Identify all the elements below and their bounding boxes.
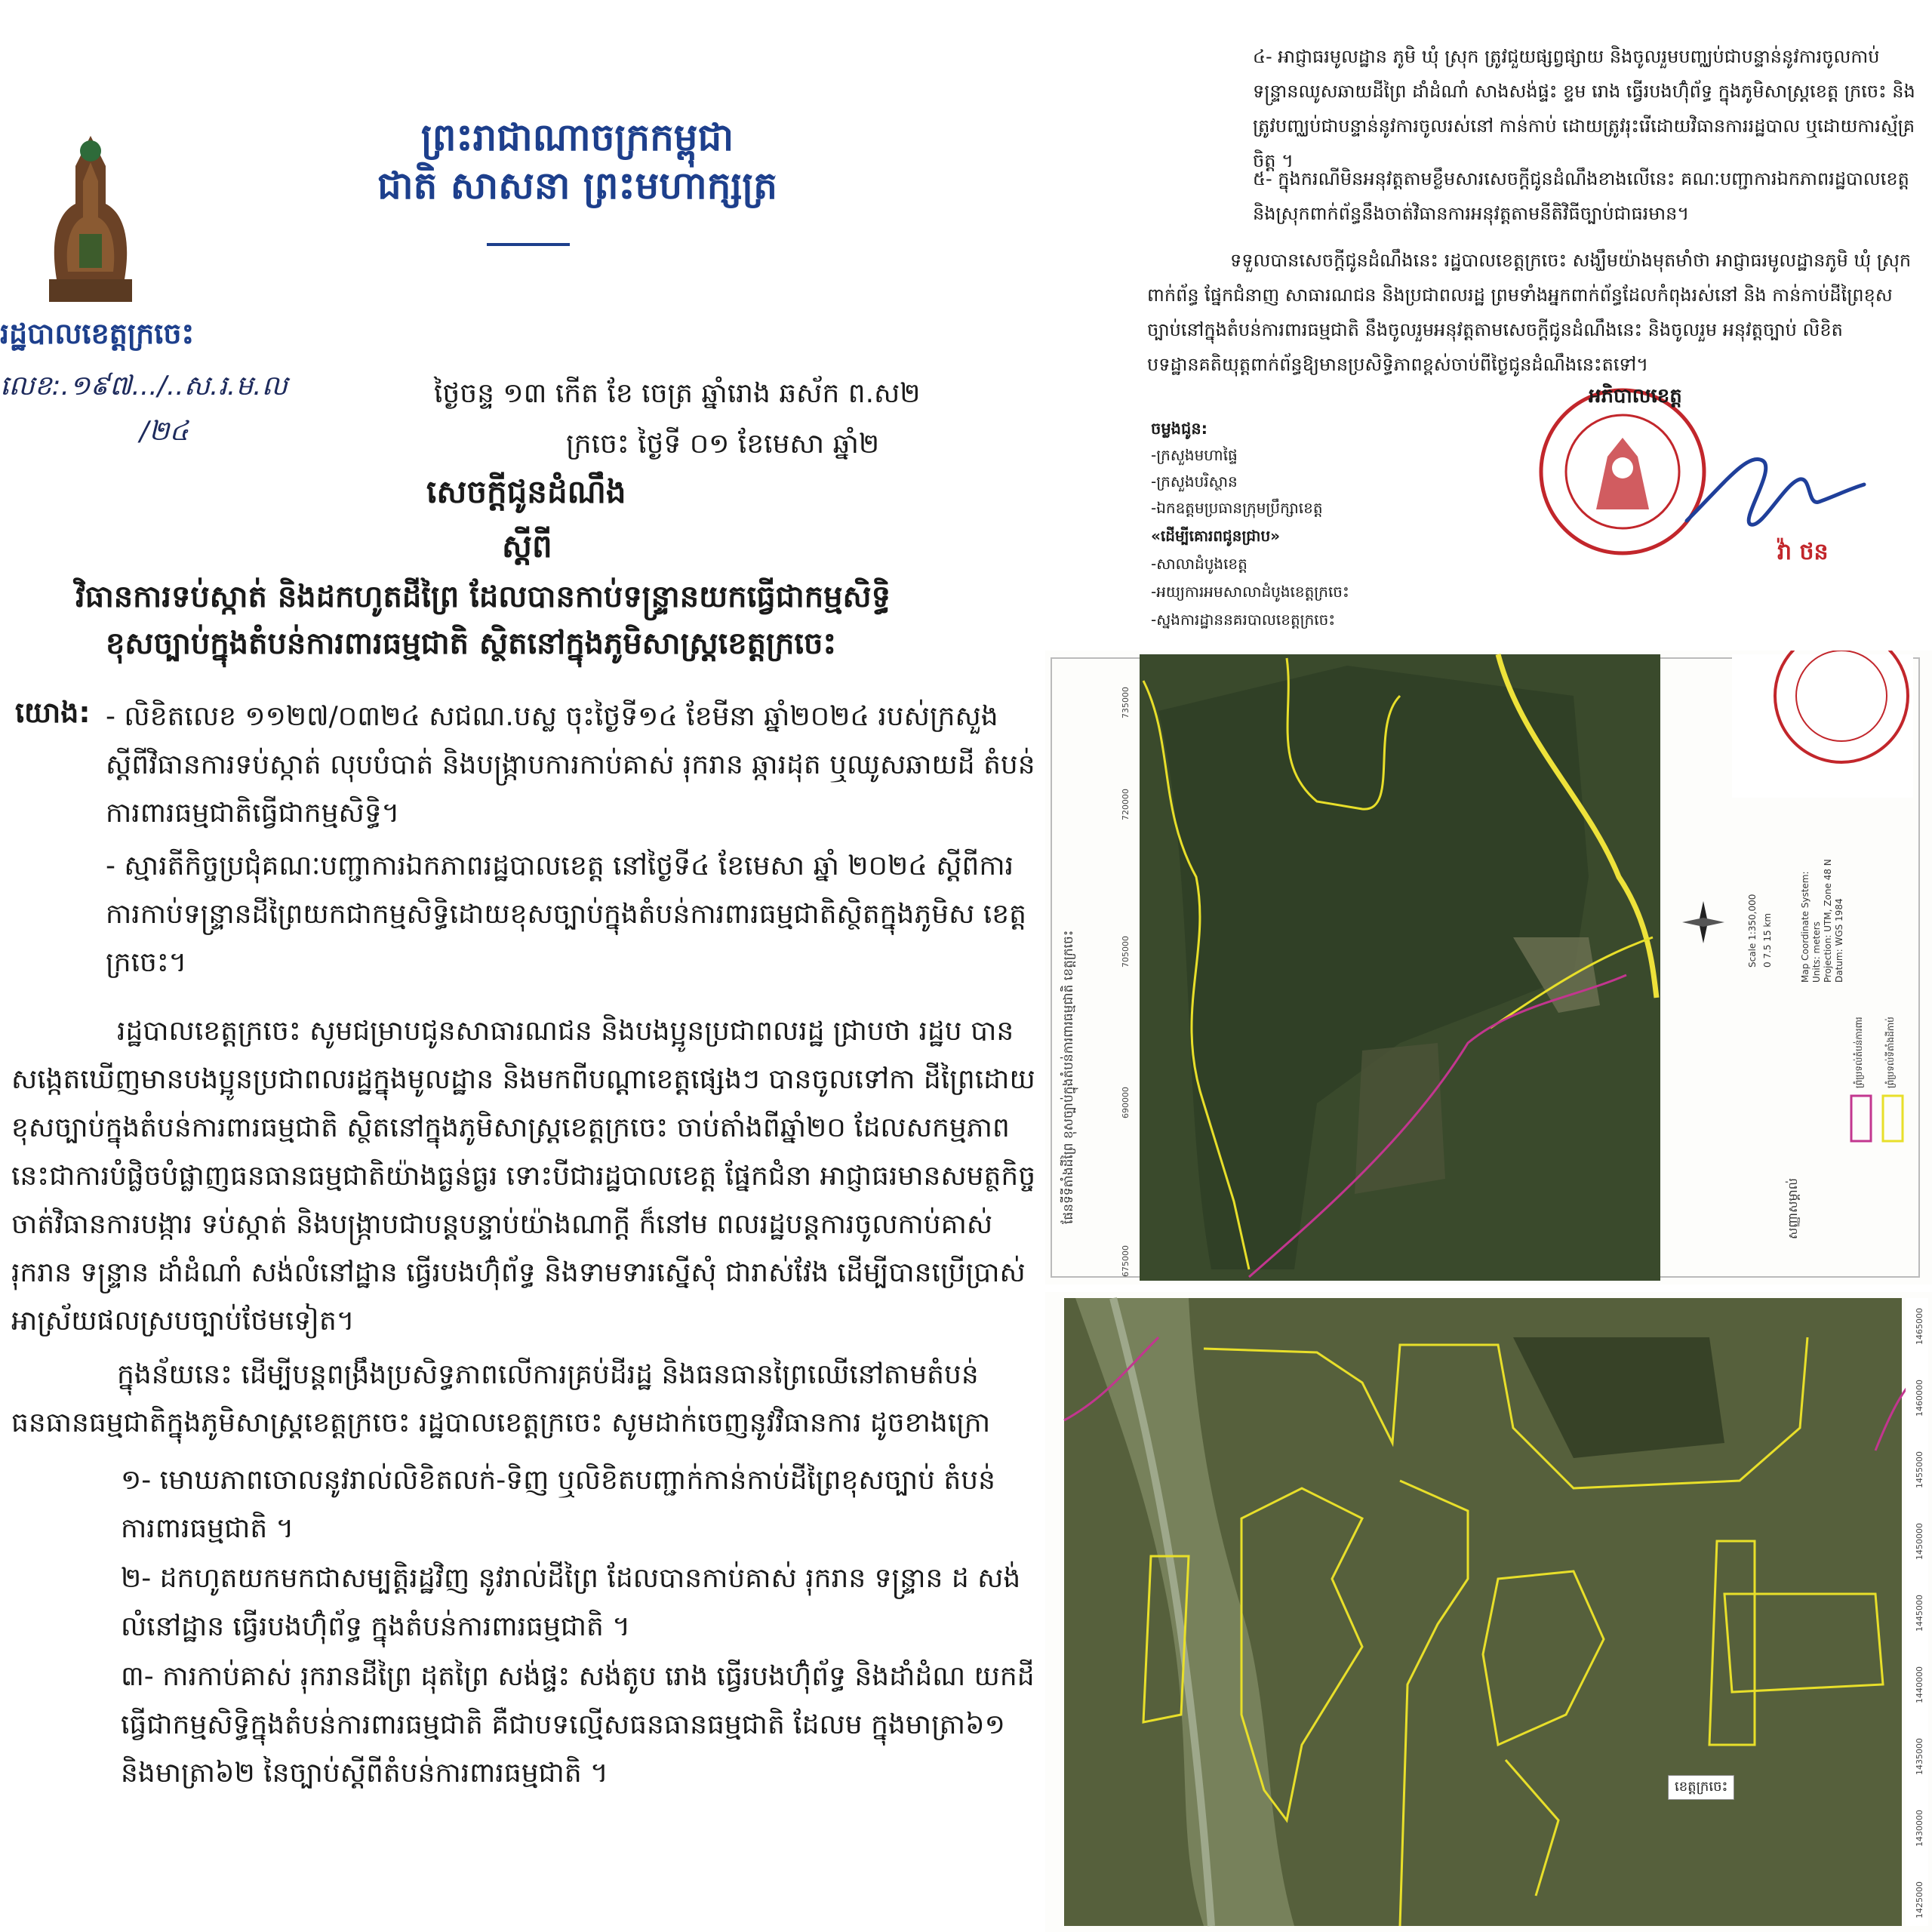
governor-signature-icon [1679, 438, 1868, 536]
map-1-projection: Projection: UTM, Zone 48 N [1823, 859, 1833, 983]
kingdom-line-2: ជាតិ សាសនា ព្រះមហាក្សត្រ [377, 163, 777, 208]
map-2-sheet [1045, 1292, 1932, 1932]
lunar-date: ថ្ងៃចន្ទ ១៣ កើត ខែ ចេត្រ ឆ្នាំរោង ឆស័ក ព.ស២ [434, 378, 921, 409]
reference-2: - ស្មារតីកិច្ចប្រជុំគណៈបញ្ជាការឯកភាពរដ្ឋបាលខេត្ត នៅថ្ងៃទី៤ ខែមេសា ឆ្នាំ ២០២៤ ស្តីពីការ ការកាប់ទន្ទ្រានដីព្រៃយកជាកម្មសិទ្ធិដោយខុសច្បាប់ក្នុងតំបន់ការពារធម្មជាតិស្ថិតក្នុងភូមិស ខេត្តក្រចេះ។ [106, 851, 1026, 978]
measure-item-1: ១- មោឃភាពចោលនូវរាល់លិខិតលក់-ទិញ ឬលិខិតបញ្ជាក់កាន់កាប់ដីព្រៃខុសច្បាប់ តំបន់ការពារធម្មជាតិ ។ [121, 1465, 995, 1544]
cc-item: -អយ្យការអមសាលាដំបូងខេត្តក្រចេះ [1151, 583, 1349, 601]
subject-line-2: ខុសច្បាប់ក្នុងតំបន់ការពារធម្មជាតិ ស្ថិតនៅក្នុងភូមិសាស្ត្រខេត្តក្រចេះ [106, 626, 837, 661]
cc-item: -ក្រសួងមហាផ្ទៃ [1151, 446, 1238, 464]
measure-item-4: ៤- អាជ្ញាធរមូលដ្ឋាន ភូមិ ឃុំ ស្រុក ត្រូវជួយផ្សព្វផ្សាយ និងចូលរួមបញ្ឈប់ជាបន្ទាន់នូវការចូលកាប់ ទន្ទ្រានឈូសឆាយដីព្រៃ ដាំដំណាំ សាងសង់ផ្ទះ ខ្ទម រោង ធ្វើរបងហ៊ុំព័ទ្ធ ក្នុងភូមិសាស្ត្រខេត្ត ក្រចេះ និងត្រូវបញ្ឈប់ជាបន្ទាន់នូវការចូលរស់នៅ កាន់កាប់ ដោយត្រូវរុះរើដោយវិធានការរដ្ឋបាល ឬដោយការស្ម័គ្រចិត្ត ។ [1253, 46, 1915, 171]
north-arrow-icon [1682, 901, 1724, 943]
legend-swatch-protected-area [1851, 1096, 1871, 1141]
map-2-tick: 1425000 [1915, 1881, 1924, 1918]
map-2-tick: 1465000 [1915, 1308, 1924, 1345]
cc-item: -ក្រសួងបរិស្ថាន [1151, 472, 1238, 491]
map-1-tick: 720000 [1121, 789, 1131, 820]
map-2-tick: 1430000 [1915, 1810, 1924, 1847]
document-subtitle: ស្តីពី [502, 528, 552, 565]
document-subject [75, 574, 1045, 667]
legend-swatch-clearing [1883, 1096, 1903, 1141]
map-1-coord-system: Map Coordinate System: [1800, 871, 1810, 983]
map-2-tick: 1440000 [1915, 1666, 1924, 1703]
measure-item-5: ៥- ក្នុងករណីមិនអនុវត្តតាមខ្លឹមសារសេចក្តីជូនដំណឹងខាងលើនេះ គណៈបញ្ជាការឯកភាពរដ្ឋបាលខេត្ត និងស្រុកពាក់ព័ន្ធនឹងចាត់វិធានការអនុវត្តតាមនីតិវិធីច្បាប់ជាធរមាន។ [1253, 168, 1909, 224]
map-1-tick: 705000 [1121, 936, 1131, 968]
cc-title: ចម្លងជូន: [1151, 420, 1208, 438]
kingdom-line-1: ព្រះរាជាណាចក្រកម្ពុជា [420, 115, 734, 159]
map-1-scale: Scale 1:350,000 [1747, 894, 1758, 968]
measure-item-3: ៣- ការកាប់គាស់ រុករានដីព្រៃ ដុតព្រៃ សង់ផ្ទះ សង់តូប រោង ធ្វើរបងហ៊ុំព័ទ្ធ និងដាំដំណ យកដីធ្វើជាកម្មសិទ្ធិក្នុងតំបន់ការពារធម្មជាតិ គឺជាបទល្មើសធនធានធម្មជាតិ ដែលម ក្នុងមាត្រា៦១ និងមាត្រា៦២ នៃច្បាប់ស្តីពីតំបន់ការពារធម្មជាតិ ។ [121, 1661, 1035, 1789]
measure-item-2: ២- ដកហូតយកមកជាសម្បត្តិរដ្ឋវិញ នូវរាល់ដីព្រៃ ដែលបានកាប់គាស់ រុករាន ទន្ទ្រាន ដ សង់លំនៅដ្ឋាន ធ្វើរបងហ៊ុំព័ទ្ធ ក្នុងតំបន់ការពារធម្មជាតិ ។ [121, 1563, 1021, 1642]
cc-item: -ស្នងការដ្ឋាននគរបាលខេត្តក្រចេះ [1151, 611, 1336, 629]
cc-item: -ឯកឧត្តមប្រធានក្រុមប្រឹក្សាខេត្ត [1151, 499, 1323, 517]
map-1-tick: 735000 [1121, 687, 1131, 718]
subject-line-1: វិធានការទប់ស្កាត់ និងដកហូតដីព្រៃ ដែលបានកាប់ទន្ទ្រានយកធ្វើជាកម្មសិទ្ធិ [75, 580, 891, 614]
cc-item: -សាលាដំបូងខេត្ត [1151, 555, 1247, 573]
legend-label-1: ព្រំប្រទល់តំបន់ការពារ [1854, 1017, 1864, 1088]
map-2-tick: 1450000 [1915, 1523, 1924, 1560]
reference-1: - លិខិតលេខ ១១២៧/០៣២៤ សជណ.បស្ល ចុះថ្ងៃទី១៤ ខែមីនា ឆ្នាំ២០២៤ របស់ក្រសួង ស្តីពីវិធានការទប់ស្កាត់ លុបបំបាត់ និងបង្ក្រាបការកាប់គាស់ រុករាន ឆ្ការដុត ឬឈូសឆាយដី តំបន់ការពារធម្មជាតិធ្វើជាកម្មសិទ្ធិ។ [106, 701, 1035, 829]
solar-date: ក្រចេះ ថ្ងៃទី ០១ ខែមេសា ឆ្នាំ២ [566, 429, 880, 460]
map-1-panel [1045, 651, 1932, 1284]
document-number-suffix: /២៤ [140, 416, 189, 447]
royal-coat-of-arms-icon [42, 121, 140, 309]
map-1-tick: 690000 [1121, 1087, 1131, 1118]
cc-item: «ដើម្បីគោរពជូនជ្រាប» [1151, 527, 1281, 545]
map-2-tick: 1460000 [1915, 1380, 1924, 1417]
map-1-header: ផែនទីទីតាំងដីព្រៃ ខុសច្បាប់ក្នុងតំបន់ការពារធម្មជាតិ ខេត្តក្រចេះ [1061, 930, 1076, 1224]
map-1-scale-units: 0 7.5 15 km [1762, 912, 1773, 968]
document-title: សេចក្តីជូនដំណឹង [426, 473, 626, 510]
closing-paragraph: ទទួលបានសេចក្តីជូនដំណឹងនេះ រដ្ឋបាលខេត្តក្រចេះ សង្ឃឹមយ៉ាងមុតមាំថា អាជ្ញាធរមូលដ្ឋានភូមិ ឃុំ ស្រុកពាក់ព័ន្ធ ផ្នែកជំនាញ សាធារណជន និងប្រជាពលរដ្ឋ ព្រមទាំងអ្នកពាក់ព័ន្ធដែលកំពុងរស់នៅ និង កាន់កាប់ដីព្រៃខុសច្បាប់នៅក្នុងតំបន់ការពារធម្មជាតិ នឹងចូលរួមអនុវត្តតាមសេចក្តីជូនដំណឹងនេះ និងចូលរួម អនុវត្តច្បាប់ លិខិតបទដ្ឋានគតិយុត្តពាក់ព័ន្ធឱ្យមានប្រសិទ្ធិភាពខ្ពស់ចាប់ពីថ្ងៃជូនដំណឹងនេះតទៅ។ [1147, 250, 1912, 375]
map-2-town-label: ខេត្តក្រចេះ [1668, 1775, 1734, 1800]
map-1-units: Units: meters [1811, 921, 1822, 983]
map-1-legend-title: សញ្ញាសម្គាល់ [1786, 1178, 1800, 1239]
map-2-tick: 1445000 [1915, 1595, 1924, 1632]
reference-label: យោង: [15, 696, 91, 729]
map-1-tick: 675000 [1121, 1245, 1131, 1277]
map-2-tick: 1455000 [1915, 1451, 1924, 1488]
governor-name: វ៉ា ថន [1777, 539, 1829, 565]
document-number: លេខ:.១៩៧.../..ស.រ.ម.ល [0, 371, 288, 401]
issuer-name: រដ្ឋបាលខេត្តក្រចេះ [0, 317, 195, 350]
governor-title: អភិបាលខេត្ត [1589, 385, 1682, 408]
map-2-tick: 1435000 [1915, 1738, 1924, 1775]
right-document-page [1053, 0, 1932, 649]
header-divider [487, 243, 570, 246]
legend-label-2: ព្រំប្រទល់ទីតាំងដីកាប់ [1885, 1017, 1896, 1088]
map-2-panel [1045, 1292, 1932, 1932]
body-paragraph-2: ក្នុងន័យនេះ ដើម្បីបន្តពង្រឹងប្រសិទ្ធភាពលើការគ្រប់ដីរដ្ឋ និងធនធានព្រៃឈើនៅតាមតំបន់ ធនធានធម្មជាតិក្នុងភូមិសាស្ត្រខេត្តក្រចេះ រដ្ឋបាលខេត្តក្រចេះ សូមដាក់ចេញនូវវិធានការ ដូចខាងក្រោ [11, 1359, 991, 1438]
body-paragraph-1: រដ្ឋបាលខេត្តក្រចេះ សូមជម្រាបជូនសាធារណជន និងបងប្អូនប្រជាពលរដ្ឋ ជ្រាបថា រដ្ឋប បានសង្កេតឃើញមានបងប្អូនប្រជាពលរដ្ឋក្នុងមូលដ្ឋាន និងមកពីបណ្តាខេត្តផ្សេងៗ បានចូលទៅកា ដីព្រៃដោយខុសច្បាប់ក្នុងតំបន់ការពារធម្មជាតិ ស្ថិតនៅក្នុងភូមិសាស្ត្រខេត្តក្រចេះ ចាប់តាំងពីឆ្នាំ២០ ដែលសកម្មភាពនេះជាការបំផ្លិចបំផ្លាញធនធានធម្មជាតិយ៉ាងធ្ងន់ធ្ងរ ទោះបីជារដ្ឋបាលខេត្ត ផ្នែកជំនា អាជ្ញាធរមានសមត្ថកិច្ចចាត់វិធានការបង្ការ ទប់ស្កាត់ និងបង្ក្រាបជាបន្តបន្ទាប់យ៉ាងណាក្តី ក៏នៅម ពលរដ្ឋបន្តការចូលកាប់គាស់ រុករាន ទន្ទ្រាន ដាំដំណាំ សង់លំនៅដ្ឋាន ធ្វើរបងហ៊ុំព័ទ្ធ និងទាមទារស្នើសុំ ជារាស់វែង ដើម្បីបានប្រើប្រាស់អាស្រ័យផលស្របច្បាប់ថែមទៀត។ [11, 1016, 1036, 1337]
kingdom-header [332, 113, 823, 210]
map-1-datum: Datum: WGS 1984 [1834, 898, 1844, 983]
